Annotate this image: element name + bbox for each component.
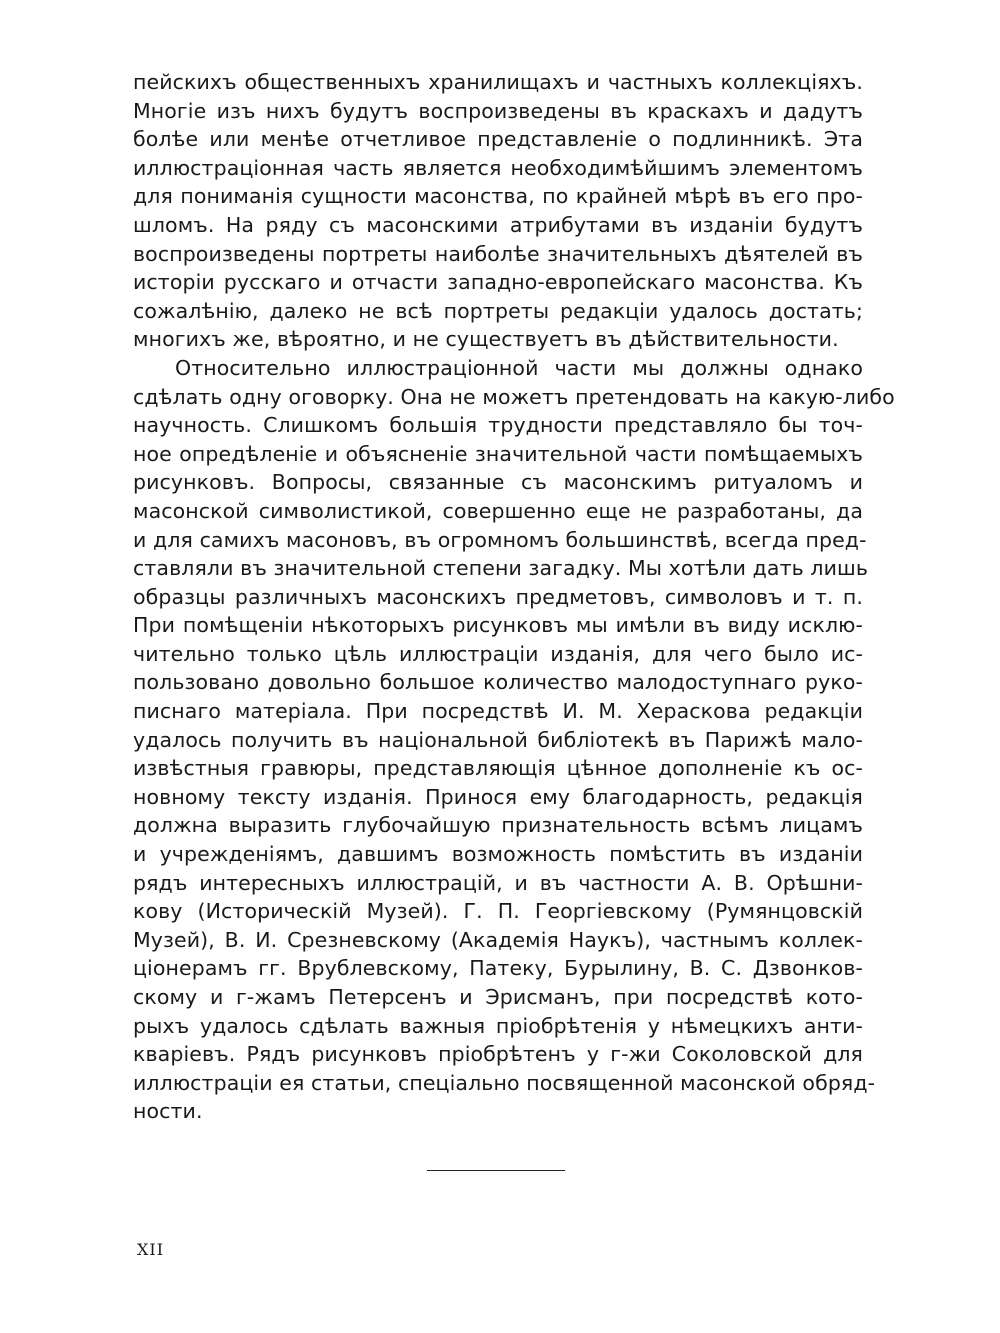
paragraph-end-line: многихъ же, вѣроятно, и не существуетъ въ дѣйствительности. [133,327,839,352]
text-line: кову (Историческій Музей). Г. П. Георгіевскому (Румянцовскій [133,899,863,924]
text-line: иллюстраціи ея статьи, спеціально посвященной масонской обряд- [133,1070,876,1095]
text-line: иллюстраціонная часть является необходимѣйшимъ элементомъ [133,155,863,180]
text-line: рядъ интересныхъ иллюстрацій, и въ частности А. В. Орѣшни- [133,870,863,895]
text-line: и для самихъ масоновъ, въ огромномъ большинствѣ, всегда пред- [133,527,867,552]
body-text [133,68,895,1126]
text-line: сдѣлать одну оговорку. Она не можетъ претендовать на какую-либо [133,384,895,409]
section-divider [427,1170,565,1171]
text-line: новному тексту изданія. Принося ему благодарность, редакція [133,784,863,809]
text-line: должна выразить глубочайшую признательность всѣмъ лицамъ [133,813,863,838]
text-line: для пониманія сущности масонства, по крайней мѣрѣ въ его про- [133,184,863,209]
text-line: шломъ. На ряду съ масонскими атрибутами въ изданіи будутъ [133,212,863,237]
paragraph-end-line: ности. [133,1099,203,1124]
text-line: научность. Слишкомъ большія трудности представляло бы точ- [133,413,863,438]
text-line: исторіи русскаго и отчасти западно-европейскаго масонства. Къ [133,270,863,295]
text-line: пользовано довольно большое количество малодоступнаго руко- [133,670,863,695]
text-line: образцы различныхъ масонскихъ предметовъ, символовъ и т. п. [133,584,863,609]
text-line: Многіе изъ нихъ будутъ воспроизведены въ краскахъ и дадутъ [133,98,863,123]
text-line: При помѣщеніи нѣкоторыхъ рисунковъ мы имѣли въ виду исклю- [133,613,863,638]
text-line: ставляли въ значительной степени загадку. Мы хотѣли дать лишь [133,556,869,581]
text-line: ціонерамъ гг. Врублевскому, Патеку, Бурылину, В. С. Дзвонков- [133,956,863,981]
text-line: сожалѣнію, далеко не всѣ портреты редакціи удалось достать; [133,298,863,323]
text-line: воспроизведены портреты наиболѣе значительныхъ дѣятелей въ [133,241,863,266]
text-line: рисунковъ. Вопросы, связанные съ масонскимъ ритуаломъ и [133,470,863,495]
text-line: пейскихъ общественныхъ хранилищахъ и частныхъ коллекціяхъ. [133,70,863,94]
text-line: болѣе или менѣе отчетливое представленіе о подлинникѣ. Эта [133,127,863,152]
text-line: писнаго матеріала. При посредствѣ И. М. Хераскова редакціи [133,699,863,724]
text-line: и учрежденіямъ, давшимъ возможность помѣстить въ изданіи [133,842,863,867]
text-line: извѣстныя гравюры, представляющія цѣнное дополненіе къ ос- [133,756,863,781]
text-line: чительно только цѣль иллюстраціи изданія, для чего было ис- [133,641,863,666]
text-line: кваріевъ. Рядъ рисунковъ пріобрѣтенъ у г-жи Соколовской для [133,1042,863,1067]
text-line: рыхъ удалось сдѣлать важныя пріобрѣтенія у нѣмецкихъ анти- [133,1013,863,1038]
text-line: скому и г-жамъ Петерсенъ и Эрисманъ, при посредствѣ кото- [133,985,863,1009]
page-number: XII [137,1240,165,1259]
paragraph-start-line: Относительно иллюстраціонной части мы должны однако [175,355,863,380]
text-line: ное опредѣленіе и объясненіе значительной части помѣщаемыхъ [133,441,863,466]
text-line: масонской символистикой, совершенно еще не разработаны, да [133,498,863,523]
text-line: Музей), В. И. Срезневскому (Академія Наукъ), частнымъ коллек- [133,927,863,952]
text-line: удалось получить въ національной библіотекѣ въ Парижѣ мало- [133,727,863,752]
